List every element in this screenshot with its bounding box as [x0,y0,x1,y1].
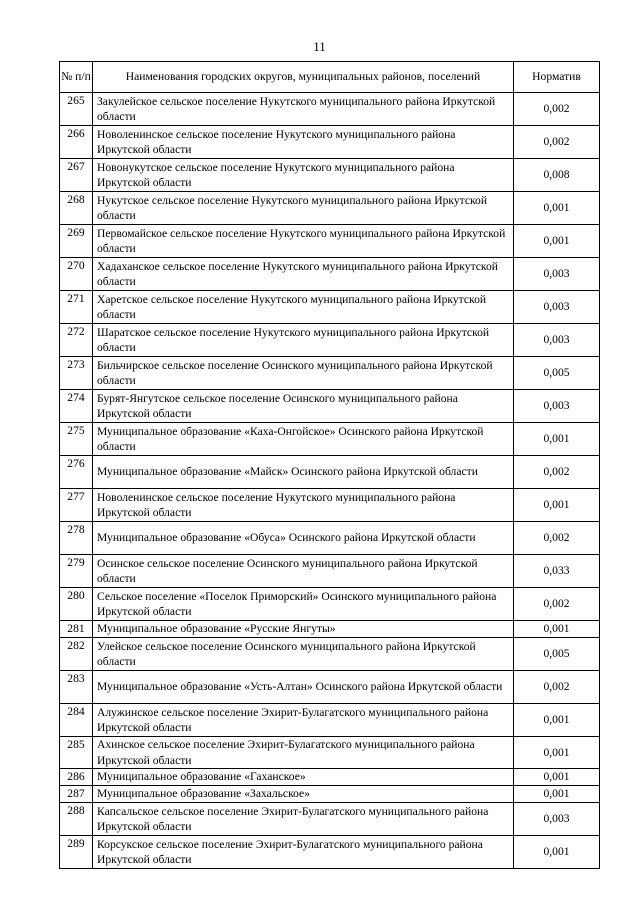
table-row [60,192,600,225]
row-value: 0,001 [514,769,600,786]
row-value: 0,002 [514,588,600,621]
row-number: 273 [60,357,93,390]
table-row [60,93,600,126]
table-row [60,704,600,737]
row-name: Муниципальное образование «Майск» Осинского района Иркутской области [93,456,514,489]
table-row [60,456,600,489]
row-number: 268 [60,192,93,225]
table-row [60,737,600,769]
table-row [60,621,600,638]
row-value: 0,001 [514,192,600,225]
page-number: 11 [313,39,326,54]
row-value: 0,001 [514,489,600,522]
row-name: Ахинское сельское поселение Эхирит-Булагатского муниципального района Иркутской области [93,737,514,769]
row-name: Новоленинское сельское поселение Нукутского муниципального района Иркутской области [93,489,514,522]
row-number: 279 [60,555,93,588]
header-name: Наименования городских округов, муниципальных районов, поселений [93,62,514,93]
row-value: 0,001 [514,786,600,803]
row-value: 0,001 [514,225,600,258]
table-row [60,423,600,456]
table-row [60,522,600,555]
row-name: Муниципальное образование «Гаханское» [93,769,514,786]
row-name: Корсукское сельское поселение Эхирит-Булагатского муниципального района Иркутской области [93,836,514,869]
header-value: Норматив [514,62,600,93]
row-name: Новонукутское сельское поселение Нукутского муниципального района Иркутской области [93,159,514,192]
row-number: 287 [60,786,93,803]
table-row [60,159,600,192]
row-name: Хадаханское сельское поселение Нукутского муниципального района Иркутской области [93,258,514,291]
row-value: 0,003 [514,291,600,324]
table-row [60,588,600,621]
table-header-row [60,62,600,93]
row-name: Улейское сельское поселение Осинского муниципального района Иркутской области [93,638,514,671]
row-value: 0,002 [514,671,600,704]
header-num: № п/п [60,62,93,93]
row-name: Муниципальное образование «Каха-Онгойское» Осинского района Иркутской области [93,423,514,456]
row-number: 282 [60,638,93,671]
row-value: 0,002 [514,522,600,555]
table-row [60,769,600,786]
row-number: 276 [60,456,93,489]
row-name: Бильчирское сельское поселение Осинского муниципального района Иркутской области [93,357,514,390]
table-row [60,324,600,357]
row-number: 277 [60,489,93,522]
table-row [60,126,600,159]
table-row [60,258,600,291]
row-number: 274 [60,390,93,423]
row-name: Капсальское сельское поселение Эхирит-Булагатского муниципального района Иркутской области [93,803,514,836]
row-name: Алужинское сельское поселение Эхирит-Булагатского муниципального района Иркутской области [93,704,514,737]
row-number: 275 [60,423,93,456]
row-value: 0,003 [514,803,600,836]
row-name: Осинское сельское поселение Осинского муниципального района Иркутской области [93,555,514,588]
row-name: Шаратское сельское поселение Нукутского муниципального района Иркутской области [93,324,514,357]
row-value: 0,003 [514,390,600,423]
row-number: 269 [60,225,93,258]
table-row [60,555,600,588]
row-value: 0,033 [514,555,600,588]
row-value: 0,005 [514,638,600,671]
table-body [60,93,600,869]
row-number: 285 [60,737,93,769]
row-name: Бурят-Янгутское сельское поселение Осинского муниципального района Иркутской области [93,390,514,423]
row-name: Харетское сельское поселение Нукутского муниципального района Иркутской области [93,291,514,324]
row-number: 266 [60,126,93,159]
table-row [60,489,600,522]
table-row [60,390,600,423]
row-number: 265 [60,93,93,126]
table-row [60,803,600,836]
row-number: 286 [60,769,93,786]
row-number: 284 [60,704,93,737]
row-number: 270 [60,258,93,291]
row-value: 0,002 [514,126,600,159]
table-row [60,291,600,324]
row-value: 0,001 [514,704,600,737]
row-value: 0,003 [514,324,600,357]
row-name: Первомайское сельское поселение Нукутского муниципального района Иркутской области [93,225,514,258]
table-row [60,671,600,704]
row-name: Закулейское сельское поселение Нукутского муниципального района Иркутской области [93,93,514,126]
table-row [60,836,600,869]
table-row [60,638,600,671]
row-name: Муниципальное образование «Усть-Алтан» Осинского района Иркутской области [93,671,514,704]
row-value: 0,002 [514,456,600,489]
row-value: 0,001 [514,423,600,456]
table-row [60,357,600,390]
row-value: 0,005 [514,357,600,390]
row-name: Сельское поселение «Поселок Приморский» Осинского муниципального района Иркутской области [93,588,514,621]
normatives-table [59,61,600,869]
row-number: 288 [60,803,93,836]
table-row [60,225,600,258]
row-number: 280 [60,588,93,621]
row-value: 0,001 [514,836,600,869]
row-name: Нукутское сельское поселение Нукутского муниципального района Иркутской области [93,192,514,225]
row-value: 0,002 [514,93,600,126]
row-value: 0,001 [514,737,600,769]
row-number: 271 [60,291,93,324]
row-number: 267 [60,159,93,192]
table-row [60,786,600,803]
row-number: 289 [60,836,93,869]
row-number: 278 [60,522,93,555]
row-name: Муниципальное образование «Захальское» [93,786,514,803]
row-value: 0,003 [514,258,600,291]
row-number: 281 [60,621,93,638]
row-number: 283 [60,671,93,704]
row-name: Муниципальное образование «Обуса» Осинского района Иркутской области [93,522,514,555]
row-number: 272 [60,324,93,357]
row-value: 0,001 [514,621,600,638]
row-name: Новоленинское сельское поселение Нукутского муниципального района Иркутской области [93,126,514,159]
row-name: Муниципальное образование «Русские Янгуты» [93,621,514,638]
row-value: 0,008 [514,159,600,192]
